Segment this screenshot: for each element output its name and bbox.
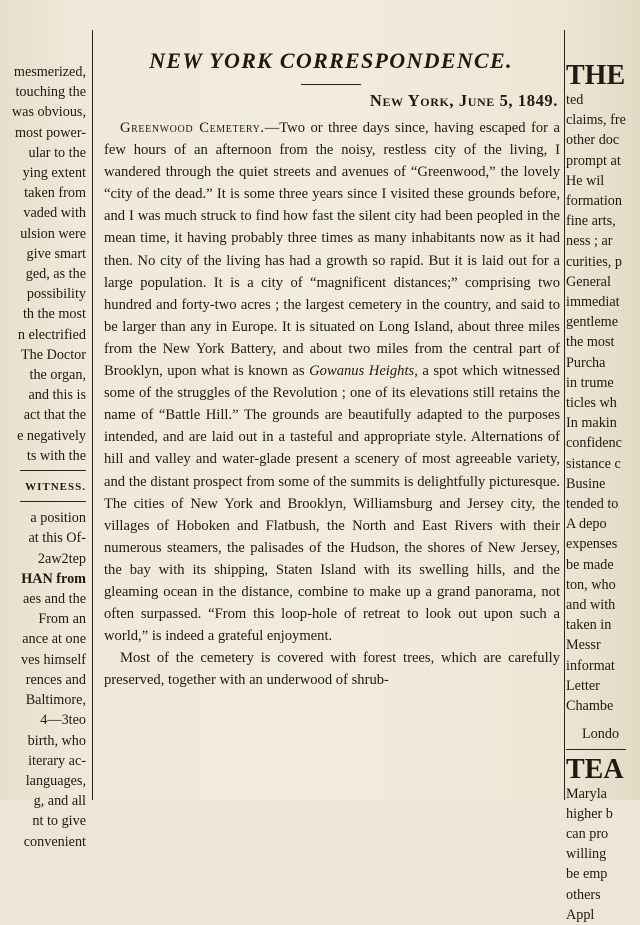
column-line: Baltimore,	[25, 692, 86, 709]
article-body	[98, 117, 564, 691]
right-london: Londo	[582, 726, 620, 743]
column-line: 2aw2tep	[37, 550, 86, 567]
column-line: taken from	[24, 185, 86, 202]
column-line: ted	[566, 92, 584, 108]
column-line: give smart	[26, 245, 86, 262]
right-drop-heading-1: THE	[566, 62, 626, 91]
column-line: act that the	[23, 407, 86, 424]
paragraph-1-text: —Two or three days since, having escaped for a few hours of an afternoon from the noisy, restless city of the living, I wandered through the quiet streets and avenues of “Greenwood,” the lovely “city of the dead.” It is some three years since I visited these grounds before, and I was much struck to find how fast the silent city had been peopled in the mean time, it having probably three times as many inhabitants now as it had then. No city of the living has had a growth so rapid. But it is laid out for a large population. It is a city of “magnificent distances;” comprising two hundred and forty-two acres ; the largest cemetery in the country, and said to be larger than any in Europe. It is situated on Long Island, about three miles from the New York Battery, and about two miles from the central part of Brooklyn, upon what is known as	[104, 120, 560, 380]
column-line: sistance c	[566, 455, 621, 472]
right-divider	[566, 749, 626, 750]
column-line: informat	[566, 657, 615, 674]
column-line: Chambe	[566, 698, 614, 715]
column-line: From an	[38, 611, 86, 628]
column-line: General	[566, 273, 611, 290]
column-line: a position	[30, 510, 86, 527]
left-divider	[20, 501, 86, 502]
column-line: ves himself	[20, 651, 86, 668]
column-line: Letter	[566, 677, 600, 694]
masthead: NEW YORK CORRESPONDENCE.	[149, 48, 513, 73]
paragraph-1	[104, 117, 560, 647]
column-line: Appl	[566, 906, 595, 923]
column-line: languages,	[25, 772, 86, 789]
left-divider	[20, 470, 86, 471]
column-line: claims, fre	[566, 112, 626, 129]
column-line: in trume	[566, 374, 614, 391]
column-line: g, and all	[33, 793, 86, 810]
column-line: most power-	[14, 124, 86, 141]
article	[98, 48, 564, 691]
column-line: formation	[566, 193, 622, 210]
left-section-head: WITNESS.	[25, 481, 86, 494]
column-line: ular to the	[28, 144, 86, 161]
column-rule-left	[92, 30, 93, 800]
column-line: the most	[566, 334, 615, 351]
column-line: curities, p	[566, 253, 622, 270]
masthead-rule	[301, 84, 361, 85]
column-line: confidenc	[566, 435, 622, 452]
column-line: be made	[566, 556, 614, 573]
column-line: at this Of-	[28, 530, 86, 547]
paragraph-2: Most of the cemetery is covered with forest trees, which are carefully preserved, together with an underwood of shrub-	[104, 650, 560, 689]
left-column-bottom-lines	[0, 589, 86, 852]
column-line: 4—3teo	[40, 712, 86, 729]
left-bold-head: HAN from	[21, 570, 86, 587]
right-column-lines-b	[566, 784, 640, 925]
dateline: New York, June 5, 1849.	[369, 91, 558, 110]
column-line: ulsion were	[20, 225, 86, 242]
column-line: Purcha	[566, 354, 606, 371]
column-line: aes and the	[22, 591, 86, 608]
column-line: ton, who	[566, 576, 616, 593]
column-line: was obvious,	[11, 104, 86, 121]
column-line: other doc	[566, 132, 620, 149]
paragraph-1-italic: Gowanus Heights,	[309, 363, 418, 380]
column-line: The Doctor	[20, 346, 86, 363]
column-line: n electrified	[17, 326, 86, 343]
column-line: taken in	[566, 617, 612, 634]
column-line: He wil	[566, 172, 605, 189]
right-drop-heading-2: TEA	[566, 753, 624, 785]
column-line: possibility	[26, 286, 86, 303]
column-line: the organ,	[29, 367, 86, 384]
column-line: others	[566, 886, 601, 903]
column-line: ts with the	[26, 447, 86, 464]
column-line: immediat	[566, 294, 620, 311]
lead-caps: Greenwood Cemetery.	[120, 120, 265, 136]
column-line: th the most	[22, 306, 86, 323]
column-line: In makin	[566, 415, 617, 432]
column-line: mesmerized,	[13, 64, 86, 80]
column-line: ged, as the	[25, 266, 86, 283]
left-column-top-lines	[0, 62, 86, 466]
column-line: e negatively	[17, 427, 86, 444]
column-line: birth, who	[27, 732, 86, 749]
left-column-mid-lines	[0, 508, 86, 569]
column-line: touching the	[15, 84, 86, 101]
column-line: ying extent	[22, 165, 86, 182]
column-line: can pro	[566, 825, 609, 842]
column-line: ness ; ar	[566, 233, 613, 250]
column-line: and this is	[28, 387, 86, 404]
column-line: nt to give	[32, 813, 86, 830]
column-line: higher b	[566, 805, 613, 822]
right-column-lines-a	[566, 90, 640, 716]
column-line: rences and	[25, 671, 86, 688]
column-rule-right	[564, 30, 565, 800]
column-line: willing	[566, 846, 607, 863]
column-line: A depo	[566, 516, 607, 533]
column-line: ance at one	[22, 631, 86, 648]
column-line: be emp	[566, 866, 608, 883]
column-line: fine arts,	[566, 213, 616, 230]
column-line: and with	[566, 597, 616, 614]
column-line: ticles wh	[566, 395, 617, 412]
left-column	[0, 62, 86, 852]
column-line: tended to	[566, 496, 619, 513]
column-line: expenses	[566, 536, 618, 553]
paragraph-1-end: a spot which witnessed some of the struggles of the Revolution ; one of its elevations still retains the name of “Battle Hill.” The grounds are beautifully adapted to the purposes intended, and are laid out in a tasteful and appropriate style. Alternations of hill and valley and water-glade present a scenery of most agreeable variety, and the distant prospect from some of the summits is delightfully picturesque. The cities of New York and Brooklyn, Williamsburg and Jersey city, the villages of Hoboken and Flatbush, the North and East Rivers with their numerous steamers, the palisades of the Hudson, the shores of New Jersey, the bay with its shipping, Staten Island with its swelling hills, and the gleaming ocean in the distance, combine to make up a grand panorama, not often surpassed. “From this loop-hole of retreat to look out upon such a world,” is indeed a grateful enjoyment.	[104, 363, 560, 645]
column-line: prompt at	[566, 152, 621, 169]
column-line: Messr	[566, 637, 601, 654]
column-line: Busine	[566, 475, 606, 492]
column-line: convenient	[23, 833, 86, 850]
right-column	[566, 62, 640, 925]
column-line: iterary ac-	[28, 752, 86, 769]
column-line: vaded with	[23, 205, 86, 222]
column-line: Maryla	[566, 785, 607, 802]
column-line: gentleme	[566, 314, 618, 331]
